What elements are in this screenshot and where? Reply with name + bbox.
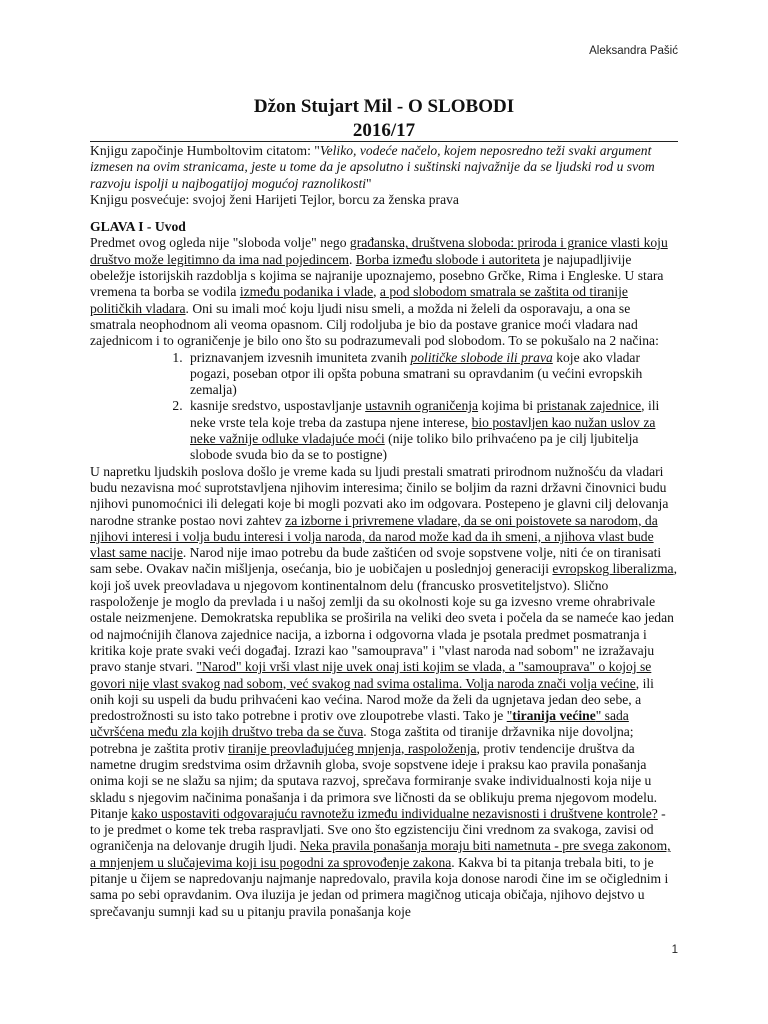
underlined-text: "Narod" koji vrši vlast nije uvek onaj isti kojim se vlada, a "samouprava" o kojoj se govori nije vlast svakog nad sobom, već svakog nad svima ostalima. Volja naroda znači volja većine	[90, 659, 652, 691]
text-run: "	[366, 175, 372, 191]
list-item	[186, 398, 678, 463]
underlined-text: Borba između slobode i autoriteta	[355, 251, 541, 267]
document-title	[90, 95, 678, 143]
chapter-paragraph-2	[90, 464, 678, 920]
text-run: kasnije sredstvo, uspostavljanje	[190, 398, 366, 414]
underlined-text: tiranije preovlađujućeg mnjenja, raspoloženja	[228, 740, 477, 756]
underlined-bold-text: tiranija većine	[512, 708, 596, 724]
underlined-text: "	[506, 708, 513, 724]
header-author: Aleksandra Pašić	[589, 45, 678, 57]
text-run: . Kakva bi ta pitanja trebala biti, to je pitanje u čijem se napredovanju najmanje napredovalo, pravila koja donose narodi čine im se očiglednim i sama po sebi opravdanim. Ova iluzija je jedan od primera magičnog uticaja običaja, njihovo dejstvo u sprečavanju sumnji kad su u pitanju pravila ponašanja koje	[90, 854, 669, 919]
chapter-heading: GLAVA I - Uvod	[90, 219, 186, 235]
text-run: , protiv tendencije društva da nametne drugim sredstvima osim državnih globa, svoje sopstvene ideje i praksu kao pravila ponašanja onima koji se ne slažu sa njim; da sputava razvoj, sprečava formiranje svake individualnosti koja nije u skladu s njegovim načinima ponašanja i da primora sve ličnosti da se oblikuju prema njegovom modelu. Pitanje	[90, 740, 658, 821]
underlined-text: pristanak zajednice	[536, 398, 642, 414]
underlined-text: ustavnih ograničenja	[365, 398, 479, 414]
underlined-text: " sada učvršćena među zla kojih društvo treba da se čuva	[90, 708, 629, 740]
underlined-text: za izborne i privremene vladare, da se oni poistovete sa narodom, da njihovi interesi i volja budu interesi i volja naroda, da narod može kad da ih smeni, a njihova vlast bude vlast same nacije	[90, 512, 658, 561]
text-run: (nije toliko bilo prihvaćeno pa je cilj ljubitelja slobode svuda bio da se to postigne)	[190, 431, 639, 463]
text-run: . Oni su imali moć koju ljudi nisu smeli, a možda ni želeli da osporavaju, a ona se smatrala neophodnom ali veoma opasnom. Cilj rodoljuba je bio da postave granice moći vladara nad zajednicom i to ograničenje je bilo ono što su podrazumevali pod slobodom. To se pokušalo na 2 načina:	[90, 300, 659, 349]
underlined-text: evropskog liberalizma	[552, 561, 674, 577]
methods-list	[90, 350, 678, 464]
text-run: Knjigu započinje Humboltovim citatom: "	[90, 143, 320, 158]
title-divider	[90, 141, 678, 142]
text-run: kojima bi	[478, 398, 537, 414]
text-run: . Narod nije imao potrebu da bude zaštićen od svoje sopstvene volje, niti će on tiranisati sam sebe. Ovakav način mišljenja, osećanja, bio je uobičajen u poslednjoj generaciji	[90, 545, 662, 577]
spacer	[90, 208, 678, 219]
underlined-text: kako uspostaviti odgovarajuću ravnotežu između individualne nezavisnosti i društvene kontrole?	[131, 805, 658, 821]
text-run: koje ako vladar pogazi, poseban otpor ili opšta pobuna smatrani su opravdanim (u većini evropskih zemalja)	[190, 349, 643, 398]
text-run: je najupadljivije obeležje istorijskih razdoblja s kojima se najranije upoznajemo, posebno Grčke, Rima i Engleske. U stara vremena ta borba se vodila	[90, 251, 664, 300]
chapter-paragraph-1	[90, 235, 678, 349]
text-run: priznavanjem izvesnih imuniteta zvanih	[190, 349, 411, 365]
list-item	[186, 350, 678, 399]
underlined-text: Neka pravila ponašanja moraju biti nametnuta - pre svega zakonom, a mnjenjem u slučajevima koji isu pogodni za sprovođenje zakona	[90, 838, 671, 870]
text-run: , ili neke vrste tela koje treba da zastupa njene interese,	[190, 398, 660, 430]
text-run: U napretku ljudskih poslova došlo je vreme kada su ljudi prestali smatrati prirodnom nužnošću da vladari budu nezavisna moć suprotstavljena njihovim interesima; činilo se boljim da razni državni činovnici budu njihovi punomoćnici ili delegati koje bi mogli pozvati ako im odgovara. Postepeno je glavni cilj delovanja narodne stranke postao novi zahtev	[90, 463, 669, 528]
underlined-text: a pod slobodom smatrala se zaštita od tiranije političkih vladara	[90, 284, 628, 316]
text-run: . Stoga zaštita od tiranije državnika nije dovoljna; potrebna je zaštita protiv	[90, 724, 634, 756]
underlined-text: političke slobode ili prava	[410, 349, 553, 365]
underlined-text: bio postavljen kao nužan uslov za neke važnije odluke vladajuće moći	[190, 414, 656, 447]
text-run: .	[348, 251, 356, 267]
humboldt-quote: Veliko, vodeće načelo, kojem neposredno teži svaki argument izmesen na ovim stranicama, jeste u tome da je apsolutno i suštinski najvažnije da se ljudski rod u svom razvoju ispolji u najbogatijoj mogućoj raznolikosti	[90, 143, 655, 191]
text-run: Predmet ovog ogleda nije "sloboda volje" nego	[90, 235, 350, 251]
title-line-1: Džon Stujart Mil - O SLOBODI	[253, 96, 515, 117]
text-run: ,	[373, 284, 380, 300]
document-body	[90, 143, 678, 920]
page-number: 1	[671, 944, 678, 956]
intro-paragraph-1	[90, 143, 678, 192]
underlined-text: između podanika i vlade	[239, 284, 374, 300]
title-line-2: 2016/17	[352, 120, 416, 141]
text-run: , koji još uvek preovladava u njegovom kontinentalnom delu (francusko prosvetiteljstvo). Slično raspoloženje je moglo da prevlada i u našoj zemlji da su okolnosti koje su ga izvesno vreme ohrabrivale ostale neizmenjene. Demokratska republika se proširila na veliki deo sveta i počela da se nameće kao jedan od najmoćnijih članova zajednice nacija, a izborna i odgovorna vlada je psotala predmet posmatranja i kritika koje prate svaki veći događaj. Izrazi kao "samouprava" i "vlast naroda nad sobom" ne izražavaju pravo stanje stvari.	[90, 561, 677, 675]
text-run: - to je predmet o kome tek treba raspravljati. Sve ono što egzistenciju čini vrednom za svakoga, zavisi od ograničenja na delovanje drugih ljudi.	[90, 805, 666, 854]
intro-paragraph-2: Knjigu posvećuje: svojoj ženi Harijeti Tejlor, borcu za ženska prava	[90, 191, 459, 207]
text-run: , ili onih koji su uspeli da budu prihvaćeni kao većina. Narod može da želi da ugnjetava jedan deo sebe, a predostrožnosti su isto tako potrebne i protiv ove zloupotrebe vlasti. Tako je	[90, 675, 654, 724]
underlined-text: građanska, društvena sloboda: priroda i granice vlasti koju društvo može legitimno da ima nad pojedincem	[90, 235, 668, 267]
